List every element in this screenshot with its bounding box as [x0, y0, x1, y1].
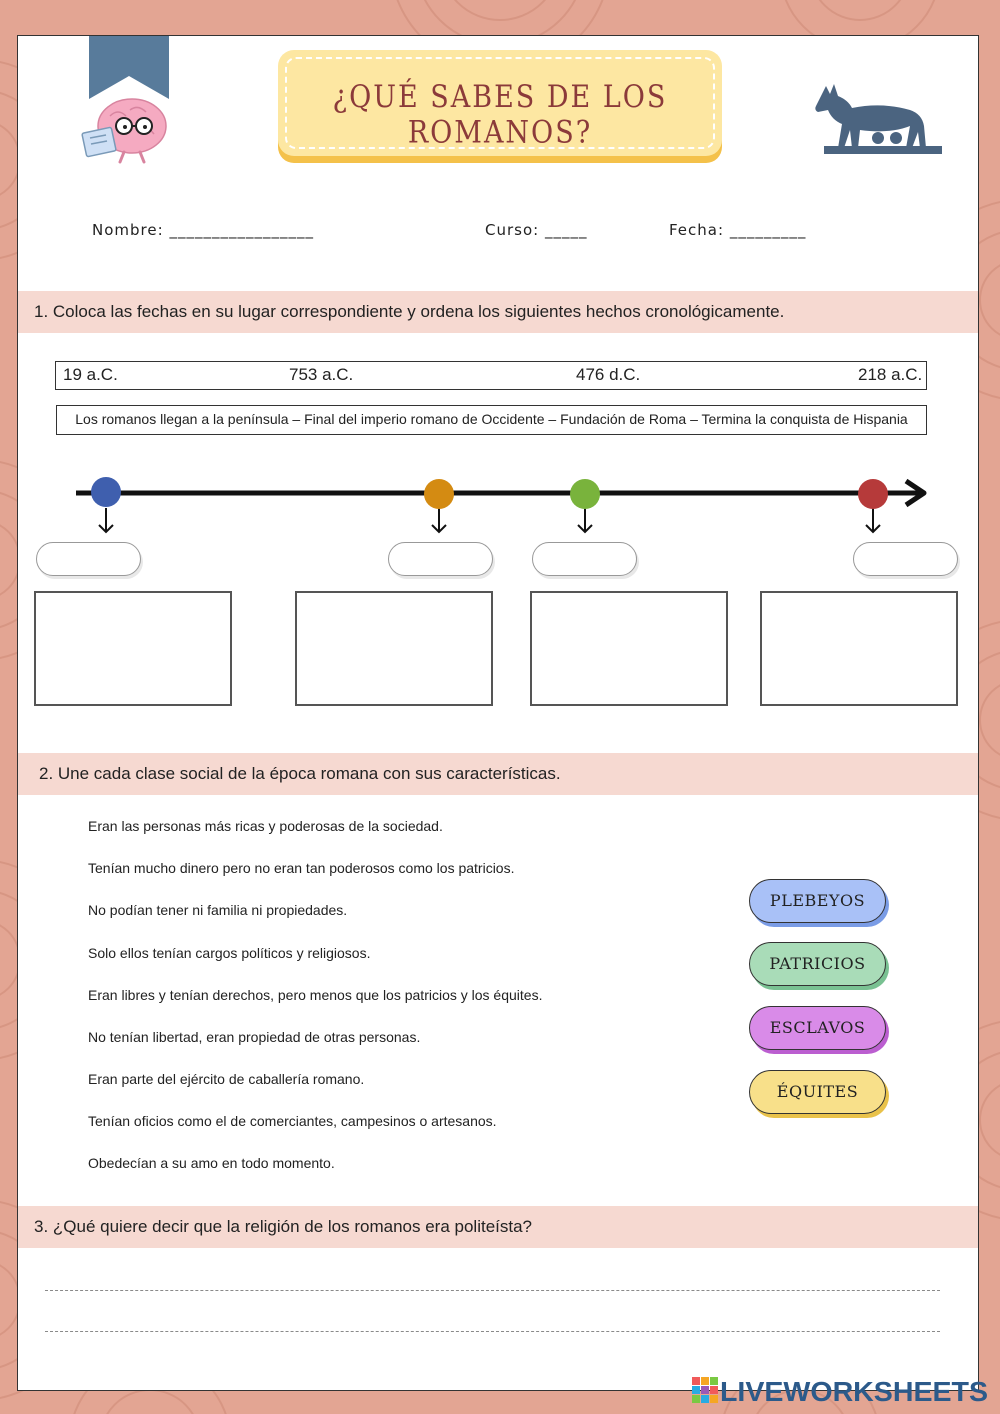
- characteristic-item[interactable]: Eran parte del ejército de caballería romano.: [88, 1071, 365, 1087]
- answer-line-1[interactable]: [45, 1290, 940, 1291]
- page-title: ¿QUÉ SABES DE LOS ROMANOS?: [332, 79, 668, 151]
- date-answer-pill-4[interactable]: [853, 542, 958, 576]
- characteristic-item[interactable]: No tenían libertad, eran propiedad de otras personas.: [88, 1029, 421, 1045]
- event-answer-box-1[interactable]: [34, 591, 232, 706]
- down-arrow-icon: [432, 508, 446, 532]
- timeline-marker-1: [91, 477, 121, 507]
- down-arrow-icon: [99, 508, 113, 532]
- events-box: Los romanos llegan a la península – Final del imperio romano de Occidente – Fundación de Roma – Termina la conquista de Hispania: [56, 405, 927, 435]
- date-option[interactable]: 19 a.C.: [63, 365, 118, 384]
- date-option[interactable]: 218 a.C.: [858, 365, 923, 384]
- date-field[interactable]: [669, 221, 806, 239]
- class-tag-esclavos[interactable]: ESCLAVOS: [749, 1006, 886, 1050]
- timeline-marker-2: [424, 479, 454, 509]
- title-banner: [278, 50, 722, 156]
- section1-instruction: 1. Coloca las fechas en su lugar correspondiente y ordena los siguientes hechos cronológicamente.: [18, 291, 978, 333]
- event-answer-box-4[interactable]: [760, 591, 958, 706]
- event-answer-box-3[interactable]: [530, 591, 728, 706]
- date-label: Fecha:: [669, 221, 725, 239]
- capitoline-wolf-icon: [808, 76, 948, 158]
- liveworksheets-logo: [692, 1373, 992, 1407]
- date-answer-pill-1[interactable]: [36, 542, 141, 576]
- date-answer-pill-2[interactable]: [388, 542, 493, 576]
- down-arrow-icon: [578, 508, 592, 532]
- date-blank: _________: [729, 221, 807, 239]
- course-field[interactable]: [485, 221, 587, 239]
- worksheet-page: [17, 35, 979, 1391]
- timeline-marker-4: [858, 479, 888, 509]
- answer-line-2[interactable]: [45, 1331, 940, 1332]
- class-tag-patricios[interactable]: PATRICIOS: [749, 942, 886, 986]
- brain-reading-icon: [80, 90, 176, 166]
- date-answer-pill-3[interactable]: [532, 542, 637, 576]
- name-label: Nombre:: [92, 221, 164, 239]
- name-blank: _________________: [169, 221, 314, 239]
- name-field[interactable]: [92, 221, 314, 239]
- characteristic-item[interactable]: Eran las personas más ricas y poderosas de la sociedad.: [88, 818, 443, 834]
- characteristic-item[interactable]: Eran libres y tenían derechos, pero menos que los patricios y los équites.: [88, 987, 543, 1003]
- course-label: Curso:: [485, 221, 540, 239]
- class-tag-equites[interactable]: ÉQUITES: [749, 1070, 886, 1114]
- characteristic-item[interactable]: No podían tener ni familia ni propiedades.: [88, 902, 348, 918]
- event-answer-box-2[interactable]: [295, 591, 493, 706]
- characteristic-item[interactable]: Obedecían a su amo en todo momento.: [88, 1155, 335, 1171]
- date-option[interactable]: 753 a.C.: [289, 365, 354, 384]
- section2-instruction: 2. Une cada clase social de la época romana con sus características.: [18, 753, 978, 795]
- course-blank: _____: [544, 221, 588, 239]
- characteristic-item[interactable]: Tenían mucho dinero pero no eran tan poderosos como los patricios.: [88, 860, 515, 876]
- down-arrow-icon: [866, 508, 880, 532]
- characteristic-item[interactable]: Solo ellos tenían cargos políticos y religiosos.: [88, 945, 371, 961]
- timeline-marker-3: [570, 479, 600, 509]
- dates-box: [55, 361, 927, 390]
- class-tag-plebeyos[interactable]: PLEBEYOS: [749, 879, 886, 923]
- liveworksheets-logo-icon: [692, 1377, 718, 1403]
- section3-instruction: 3. ¿Qué quiere decir que la religión de los romanos era politeísta?: [18, 1206, 978, 1248]
- liveworksheets-brand: LIVEWORKSHEETS: [720, 1376, 988, 1407]
- date-option[interactable]: 476 d.C.: [576, 365, 641, 384]
- characteristic-item[interactable]: Tenían oficios como el de comerciantes, campesinos o artesanos.: [88, 1113, 497, 1129]
- timeline: [68, 472, 938, 552]
